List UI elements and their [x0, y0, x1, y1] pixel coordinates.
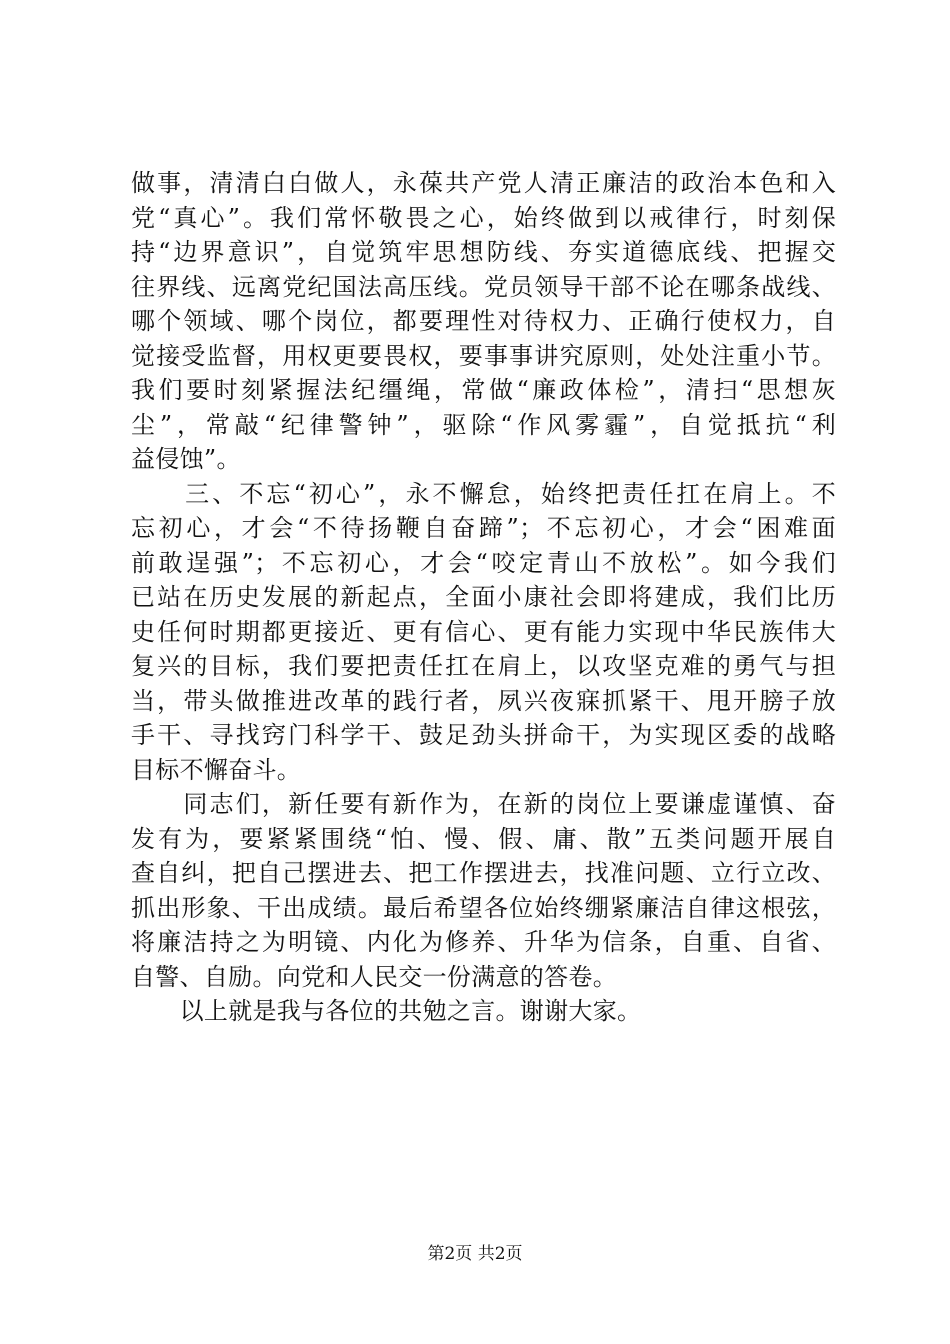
text-line: 益侵蚀”。 — [131, 445, 241, 473]
text-line: 往界线、远离党纪国法高压线。党员领导干部不论在哪条战线、 — [131, 272, 836, 301]
text-line: 查自纠，把自己摆进去、把工作摆进去，找准问题、立行立改、 — [131, 859, 836, 887]
text-line: 自警、自励。向党和人民交一份满意的答卷。 — [131, 962, 617, 991]
text-line: 抓出形象、干出成绩。最后希望各位始终绷紧廉洁自律这根弦， — [131, 893, 836, 922]
text-line: 三、不忘“初心”，永不懈怠，始终把责任扛在肩上。不 — [131, 479, 836, 508]
text-line: 觉接受监督，用权更要畏权，要事事讲究原则，处处注重小节。 — [131, 341, 836, 370]
text-line: 发有为，要紧紧围绕“怕、慢、假、庸、散”五类问题开展自 — [131, 824, 836, 853]
text-line: 复兴的目标，我们要把责任扛在肩上，以攻坚克难的勇气与担 — [131, 652, 836, 680]
text-line: 党“真心”。我们常怀敬畏之心，始终做到以戒律行，时刻保 — [131, 203, 836, 232]
text-line: 已站在历史发展的新起点，全面小康社会即将建成，我们比历 — [131, 583, 836, 611]
document-body — [131, 166, 836, 1029]
text-line: 持“边界意识”，自觉筑牢思想防线、夯实道德底线、把握交 — [131, 238, 836, 266]
text-line: 当，带头做推进改革的践行者，夙兴夜寐抓紧干、甩开膀子放 — [131, 686, 836, 715]
text-line: 同志们，新任要有新作为，在新的岗位上要谦虚谨慎、奋 — [131, 790, 836, 818]
text-line: 做事，清清白白做人，永葆共产党人清正廉洁的政治本色和入 — [131, 169, 836, 197]
text-line: 手干、寻找窍门科学干、鼓足劲头拼命干，为实现区委的战略 — [131, 721, 836, 749]
text-line: 前敢逞强”；不忘初心，才会“咬定青山不放松”。如今我们 — [131, 548, 836, 577]
text-line: 史任何时期都更接近、更有信心、更有能力实现中华民族伟大 — [131, 617, 836, 646]
text-line: 哪个领域、哪个岗位，都要理性对待权力、正确行使权力，自 — [131, 307, 836, 335]
text-line: 尘”，常敲“纪律警钟”，驱除“作风雾霾”，自觉抵抗“利 — [131, 410, 836, 439]
page-number-footer: 第2页 共2页 — [427, 1244, 523, 1264]
text-line: 以上就是我与各位的共勉之言。谢谢大家。 — [131, 997, 642, 1025]
text-line: 忘初心，才会“不待扬鞭自奋蹄”；不忘初心，才会“困难面 — [131, 514, 836, 542]
text-line: 我们要时刻紧握法纪缰绳，常做“廉政体检”，清扫“思想灰 — [131, 376, 836, 404]
text-line: 目标不懈奋斗。 — [131, 755, 302, 784]
text-line: 将廉洁持之为明镜、内化为修养、升华为信条，自重、自省、 — [131, 928, 836, 956]
